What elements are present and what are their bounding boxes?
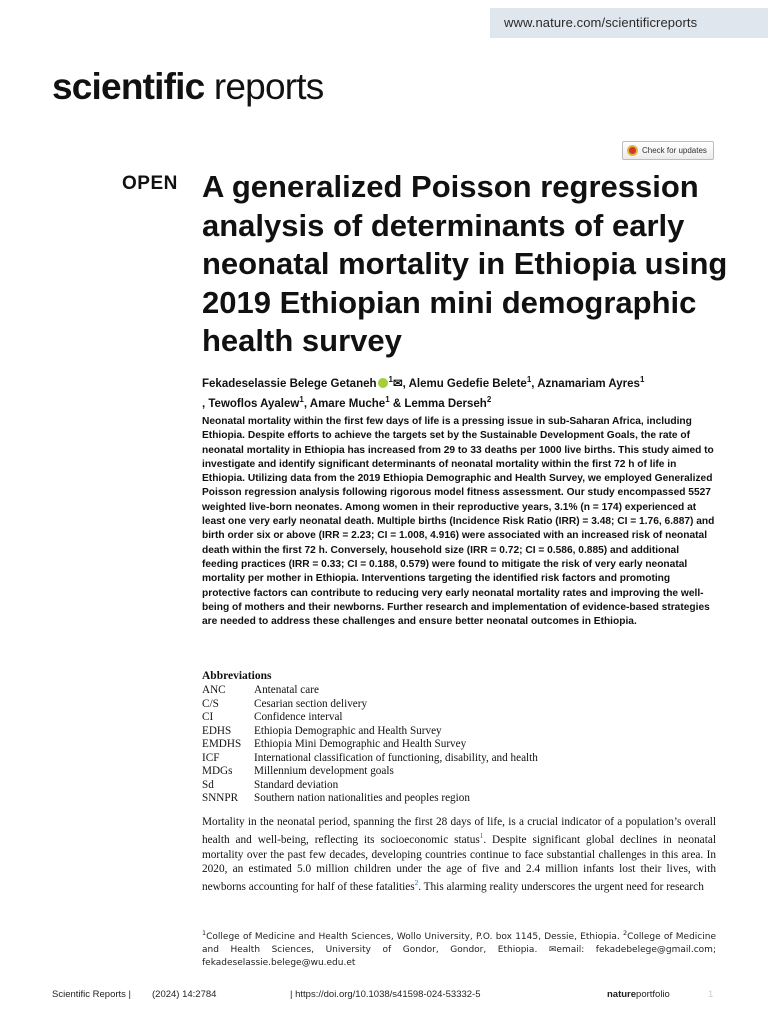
affiliation-text: College of Medicine and Health Sciences, Wollo University, P.O. box 1145, Dessie, Ethiopia. [206,932,623,942]
affil-sup: 2 [622,929,628,937]
abbreviation-row [202,779,538,793]
abbreviation-expansion: Standard deviation [254,778,339,791]
check-for-updates-button[interactable] [622,141,714,160]
abbreviation-row [202,738,538,752]
logo-scientific: scientific [52,66,205,107]
abbreviation-row [202,752,538,766]
author-name[interactable]: , Aznamariam Ayres [531,377,640,390]
crossmark-icon [627,145,638,156]
abbreviation: CI [202,711,214,723]
abbreviation: C/S [202,697,219,710]
abbreviation-expansion: Cesarian section delivery [254,697,368,710]
abbreviation-row [202,792,538,806]
correspondence-email[interactable]: email: fekadebelege@gmail.com; fekadeselassie.belege@wu.edu.et [202,945,716,969]
abbreviation: ANC [202,684,226,696]
orcid-icon[interactable] [378,378,388,388]
abbreviation-expansion: Antenatal care [254,684,319,696]
affil-sup: 1 [202,929,207,937]
abbreviation: Sd [202,778,214,791]
author-affil-sup: 1 [388,375,393,384]
nature-portfolio-logo [607,989,670,1000]
author-affil-sup: 1 [639,375,645,384]
reference-link[interactable]: 2 [414,879,419,888]
abbreviation-expansion: Ethiopia Demographic and Health Survey [254,724,442,737]
abbreviation-expansion: Ethiopia Mini Demographic and Health Survey [254,738,467,750]
abbreviation-row [202,765,538,779]
abbreviations-list [202,684,538,806]
footer-doi[interactable]: | https://doi.org/10.1038/s41598-024-53332-5 [290,989,481,1000]
email-icon[interactable]: ✉ [392,377,403,390]
abbreviation-expansion: International classification of functioning, disability, and health [254,751,538,764]
author-name[interactable]: , Tewoflos Ayalew [202,398,300,411]
abbreviation: EDHS [202,724,232,737]
email-icon: ✉ [548,945,557,956]
abbreviation-row [202,684,538,698]
abstract: Neonatal mortality within the first few days of life is a pressing issue in sub-Saharan Africa, including Ethiopia. Despite efforts to achieve the targets set by the Sustainable Development Goals, the rate of neonatal mortality in Ethiopia has increased from 29 to 33 deaths per 1000 live births. This study aimed to investigate and identify significant determinants of neonatal mortality within the first 72 h of life in Ethiopia. Utilizing data from the 2019 Ethiopia Demographic and Health Survey, we employed Generalized Poisson regression analysis following rigorous model fitness assessment. Our study encompassed 5527 weighted live-born neonates. Among women in their reproductive years, 3.1% (n = 174) experienced at least one very early neonatal death. Multiple births (Incidence Risk Ratio (IRR) = 3.48; CI = 1.76, 6.887) and birth order six or above (IRR = 2.23; CI = 1.008, 4.916) were associated with an increased risk of neonatal death within the first 72 h. Conversely, household size (IRR = 0.72; CI = 0.586, 0.885) and additional feeding practices (IRR = 0.33; CI = 0.188, 0.579) were found to mitigate the risk of very early neonatal mortality per mother in Ethiopia. Interventions targeting the identified risk factors and promoting protective factors can contribute to reducing very early neonatal mortality rates and improving the well-being of mothers and their newborns. Further research and implementation of evidence-based strategies are needed to address these challenges and ensure better neonatal outcomes in Ethiopia. [202,416,715,628]
publisher-light: portfolio [636,989,670,1000]
reference-link[interactable]: 1 [479,832,484,841]
publisher-bold: nature [607,989,637,1000]
author-name[interactable]: & Lemma Derseh [389,398,487,411]
affiliations [202,927,716,971]
author-affil-sup: 2 [486,395,492,405]
abbreviations-heading: Abbreviations [202,670,272,682]
body-text: Mortality in the neonatal period, spanning the first 28 days of life, is a crucial indicator of a population’s overall health and well-being, reflecting its socioeconomic status [202,816,716,847]
journal-url[interactable]: www.nature.com/scientificreports [504,15,698,30]
article-title: A generalized Poisson regression analysis of determinants of early neonatal mortality in Ethiopia using 2019 Ethiopian mini demographic health survey [202,169,728,358]
abbreviation-row [202,698,538,712]
author-affil-sup: 1 [299,395,304,405]
abbreviation-expansion: Southern nation nationalities and peoples region [254,792,470,804]
abbreviation-expansion: Millennium development goals [254,765,394,777]
body-text: . This alarming reality underscores the urgent need for research [418,881,704,894]
abbreviation-expansion: Confidence interval [254,711,343,723]
author-name[interactable]: , Alemu Gedefie Belete [402,377,527,390]
footer-journal: Scientific Reports | [52,989,132,1000]
author-affil-sup: 1 [526,375,532,384]
abbreviation-row [202,711,538,725]
author-name[interactable]: Fekadeselassie Belege Getaneh [202,377,377,390]
affiliation-text: College of Medicine and Health Sciences, University of Gondor, Gondor, Ethiopia. [202,932,716,956]
url-box [490,8,768,38]
intro-paragraph [202,815,716,895]
open-access-label: OPEN [122,173,178,194]
abbreviation: ICF [202,751,220,764]
abbreviation-row [202,725,538,739]
page-footer [0,985,768,1005]
journal-logo [52,66,323,108]
top-bar [0,0,768,40]
author-name[interactable]: , Amare Muche [303,398,386,411]
abbreviation: MDGs [202,765,233,777]
footer-citation: (2024) 14:2784 [152,989,217,1000]
logo-reports: reports [204,66,324,107]
page-number: 1 [708,989,714,1000]
abbreviation: SNNPR [202,792,239,804]
abbreviation: EMDHS [202,738,242,750]
author-affil-sup: 1 [385,395,390,405]
check-for-updates-label: Check for updates [642,146,707,155]
body-text: . Despite significant global declines in neonatal mortality over the past few decades, developing countries continue to face substantial challenges in this area. In 2020, an estimated 5.0 million children under the age of five and 2.4 million infants lost their lives, with newborns accounting for half of these fatalities [202,834,716,894]
author-list [202,372,722,413]
